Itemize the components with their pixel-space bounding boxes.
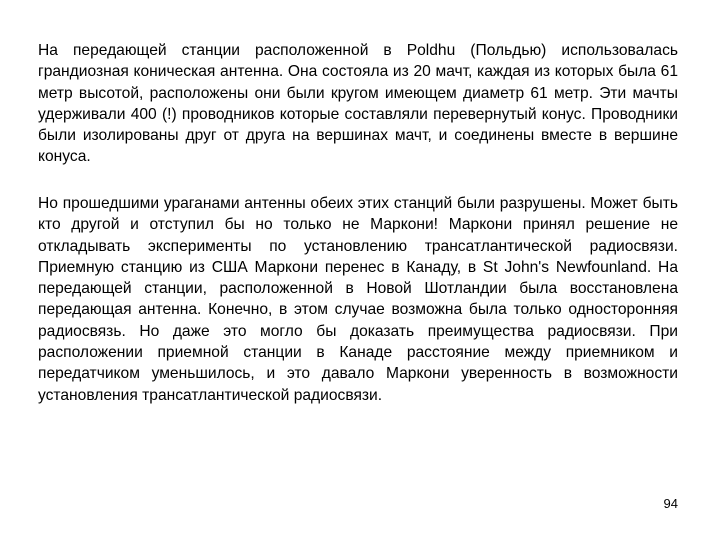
- page-number: 94: [663, 496, 678, 511]
- paragraph-poldhu-antenna: На передающей станции расположенной в Poldhu (Польдью) использовалась грандиозная коническая антенна. Она состояла из 20 мачт, каждая из которых была 61 метр высотой, расположены они были кругом имеющем диаметр 61 метр. Эти мачты удерживали 400 (!) проводников которые составляли перевернутый конус. Проводники были изолированы друг от друга на вершинах мачт, и соединены вместе в вершине конуса.: [38, 42, 678, 166]
- paragraph-marconi-canada: Но прошедшими ураганами антенны обеих этих станций были разрушены. Может быть кто другой и отступил бы но только не Маркони! Маркони принял решение не откладывать эксперименты по установлению трансатлантической радиосвязи. Приемную станцию из США Маркони перенес в Канаду, в St John's Newfounland. На передающей станции, расположенной в Новой Шотландии была восстановлена передающая антенна. Конечно, в этом случае возможна была только односторонняя радиосвязь. Но даже это могло бы доказать преимущества радиосвязи. При расположении приемной станции в Канаде расстояние между приемником и передатчиком уменьшилось, и это давало Маркони уверенность в возможности установления трансатлантической радиосвязи.: [38, 195, 678, 404]
